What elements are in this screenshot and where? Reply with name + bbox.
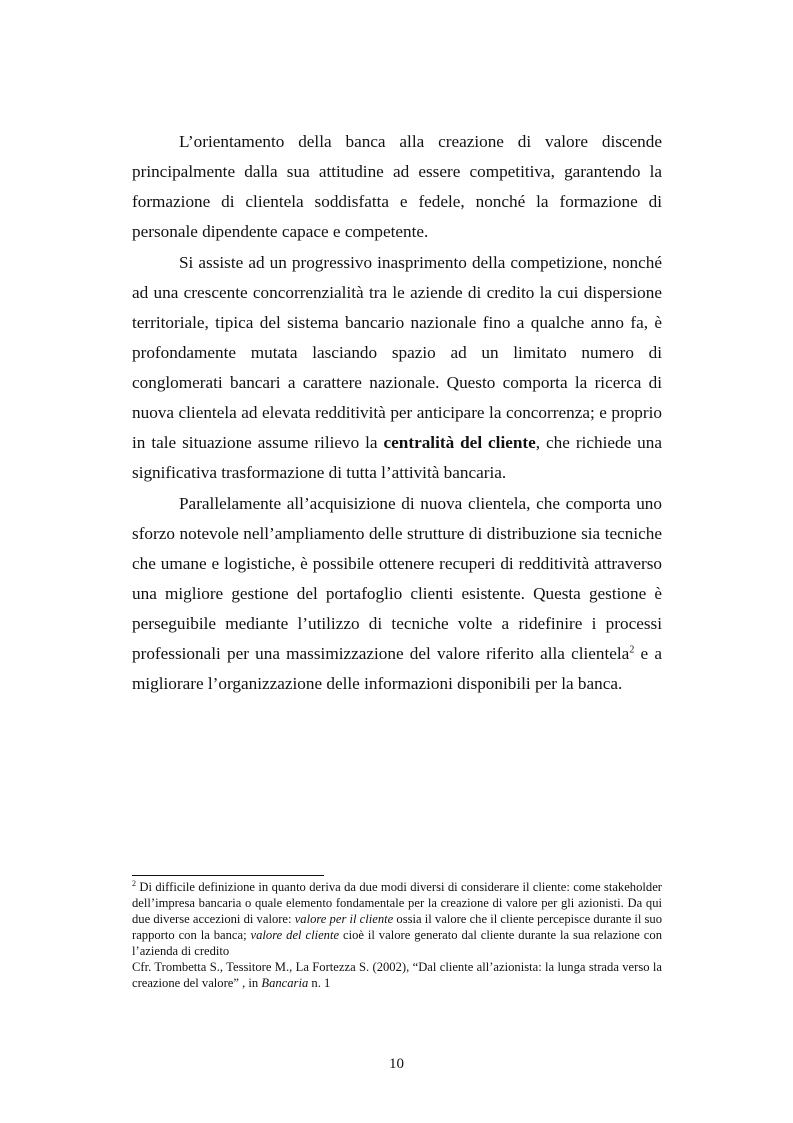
paragraph-2-text-end: , che richiede una significativa trasformazione di tutta l’attività bancaria.	[132, 433, 662, 482]
paragraph-3-text-end: e a migliorare l’organizzazione delle informazioni disponibili per la banca.	[132, 644, 662, 693]
bold-term: centralità del cliente	[383, 433, 536, 452]
paragraph-2	[132, 248, 662, 488]
footnote-reference: 2	[629, 644, 635, 656]
footnote-citation	[132, 959, 662, 991]
paragraph-2-text: Si assiste ad un progressivo inasprimento della competizione, nonché ad una crescente concorrenzialità tra le aziende di credito la cui dispersione territoriale, tipica del sistema bancario nazionale fino a qualche anno fa, è profondamente mutata lasciando spazio ad un limitato numero di conglomerati bancari a carattere nazionale. Questo comporta la ricerca di nuova clientela ad elevata redditività per anticipare la concorrenza; e proprio in tale situazione assume rilievo la	[132, 253, 662, 452]
citation-journal: Bancaria	[261, 976, 309, 990]
footnote-text: Di difficile definizione in quanto deriva da due modi diversi di considerare il cliente: come stakeholder dell’impresa bancaria o quale elemento fondamentale per la creazione di valore per gli azionisti. Da qui due diverse accezioni di valore:	[132, 880, 662, 926]
footnote-body	[132, 879, 662, 959]
paragraph-3	[132, 489, 662, 699]
footnote-text: ossia il valore che il cliente percepisce durante il suo rapporto con la banca;	[132, 912, 662, 942]
page-number: 10	[389, 1056, 404, 1072]
citation-issue: n. 1	[308, 976, 331, 990]
footnote-separator	[132, 875, 324, 876]
footnote-number: 2	[132, 878, 136, 888]
paragraph-1	[132, 127, 662, 247]
footnote-italic-term: valore per il cliente	[294, 912, 394, 926]
footnote-text: cioè il valore generato dal cliente durante la sua relazione con l’azienda di credito	[132, 928, 662, 958]
body-text	[132, 127, 662, 700]
footnote-italic-term: valore del cliente	[250, 928, 340, 942]
paragraph-1-text: L’orientamento della banca alla creazione di valore discende principalmente dalla sua attitudine ad essere competitiva, garantendo la formazione di clientela soddisfatta e fedele, nonché la formazione di personale dipendente capace e competente.	[132, 132, 662, 241]
citation-text: Cfr. Trombetta S., Tessitore M., La Fortezza S. (2002), “Dal cliente all’azionista: la lunga strada verso la creazione del valore” , in	[132, 960, 662, 990]
footnote	[132, 879, 662, 991]
paragraph-3-text: Parallelamente all’acquisizione di nuova clientela, che comporta uno sforzo notevole nell’ampliamento delle strutture di distribuzione sia tecniche che umane e logistiche, è possibile ottenere recuperi di redditività attraverso una migliore gestione del portafoglio clienti esistente. Questa gestione è perseguibile mediante l’utilizzo di tecniche volte a ridefinire i processi professionali per una massimizzazione del valore riferito alla clientela	[132, 494, 662, 663]
